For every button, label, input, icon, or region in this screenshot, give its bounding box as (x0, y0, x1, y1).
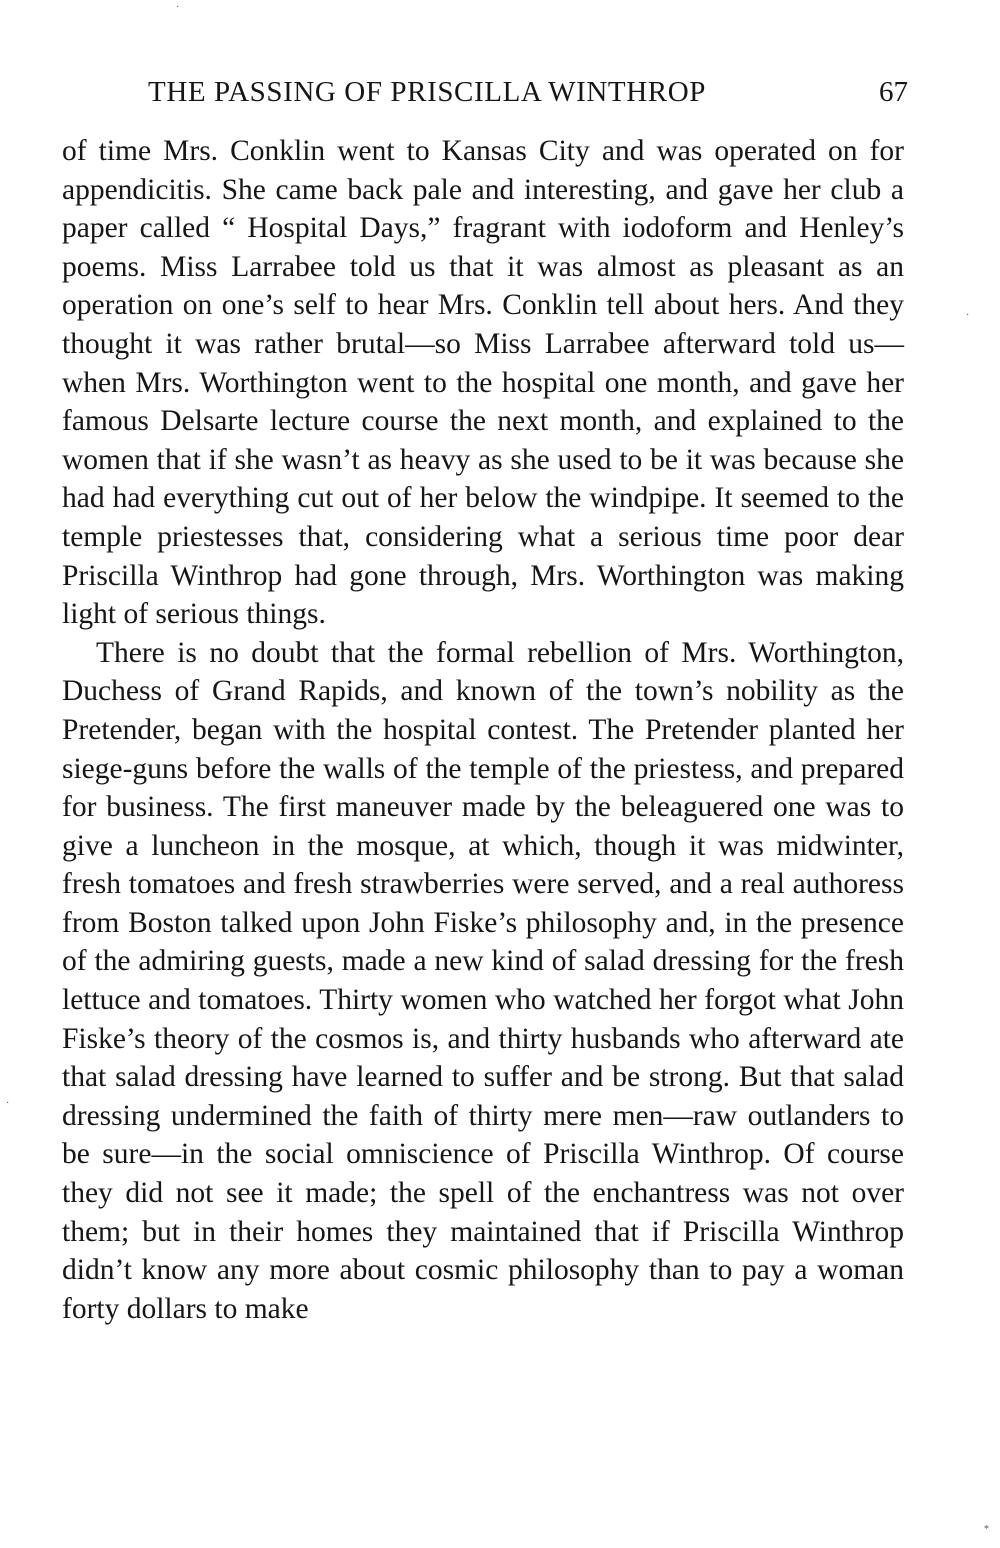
paragraph-continued: of time Mrs. Conklin went to Kansas City and was operated on for appendicitis. She came back pale and interesting, and gave her club a paper called “ Hospital Days,” fragrant with iodoform and Henley’s poems. Miss Larrabee told us that it was almost as pleasant as an operation on one’s self to hear Mrs. Conklin tell about hers. And they thought it was rather brutal—so Miss Larrabee afterward told us—when Mrs. Worthington went to the hospital one month, and gave her famous Delsarte lecture course the next month, and explained to the women that if she wasn’t as heavy as she used to be it was because she had had everything cut out of her below the windpipe. It seemed to the temple priestesses that, considering what a serious time poor dear Priscilla Winthrop had gone through, Mrs. Worthington was making light of serious things. (62, 135, 904, 631)
running-title: THE PASSING OF PRISCILLA WINTHROP (148, 76, 706, 108)
body-text (62, 132, 904, 1328)
scan-speck: · (176, 2, 180, 13)
page-number: 67 (879, 76, 908, 108)
paragraph-rebellion: There is no doubt that the formal rebellion of Mrs. Worthington, Duchess of Grand Rapids, and known of the town’s nobility as the Pretender, began with the hospital contest. The Pretender planted her siege-guns before the walls of the temple of the priestess, and prepared for business. The first maneuver made by the beleaguered one was to give a luncheon in the mosque, at which, though it was midwinter, fresh tomatoes and fresh strawberries were served, and a real authoress from Boston talked upon John Fiske’s philosophy and, in the presence of the admiring guests, made a new kind of salad dressing for the fresh lettuce and tomatoes. Thirty women who watched her forgot what John Fiske’s theory of the cosmos is, and thirty husbands who afterward ate that salad dressing have learned to suffer and be strong. But that salad dressing undermined the faith of thirty mere men—raw outlanders to be sure—in the social omniscience of Priscilla Winthrop. Of course they did not see it made; the spell of the enchantress was not over them; but in their homes they maintained that if Priscilla Winthrop didn’t know any more about cosmic philosophy than to pay a woman forty dollars to make (62, 636, 904, 1325)
running-head (148, 76, 908, 116)
scan-speck: * (984, 1524, 989, 1535)
scan-speck: · (966, 310, 970, 321)
scan-speck: · (6, 1098, 10, 1109)
